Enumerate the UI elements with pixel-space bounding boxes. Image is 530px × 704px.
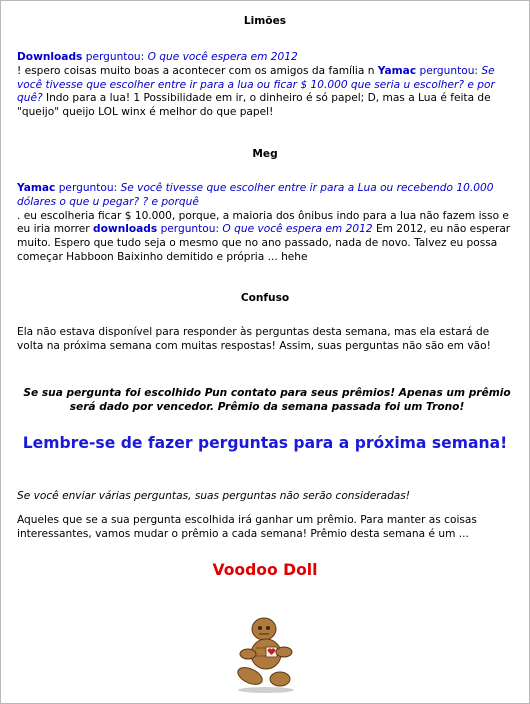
asker-name[interactable]: Yamac xyxy=(17,182,56,194)
prize-intro: Aqueles que se a sua pergunta escolhida irá ganhar um prêmio. Para manter as coisas interessantes, vamos mudar o prêmio a cada semana! Prêmio desta semana é um ... xyxy=(17,514,477,540)
question-text: Se você tivesse que escolher entre ir para a Lua ou recebendo 10.000 dólares o que u pegar? ? e porquê xyxy=(17,182,494,208)
qa-block-meg xyxy=(17,182,517,265)
asker-name[interactable]: Downloads xyxy=(17,51,83,63)
answer-text: Indo para a lua! 1 Possibilidade em ir, o dinheiro é só papel; D, mas a Lua é feita de "queijo" queijo LOL winx é melhor do que papel! xyxy=(17,92,491,119)
asker-name[interactable]: Yamac xyxy=(377,64,417,77)
section-title-meg: Meg xyxy=(252,148,278,160)
section-title-limoes: Limões xyxy=(243,15,287,27)
question-text: O que você espera em 2012 xyxy=(222,223,373,236)
prize-name: Voodoo Doll xyxy=(212,561,318,579)
answer-text: . eu escolheria ficar $ 10.000, porque, a maioria dos ônibus indo para a lua não fazem isso e eu iria morrer xyxy=(17,209,509,236)
confuso-text: Ela não estava disponível para responder às perguntas desta semana, mas ela estará de volta na próxima semana com muitas respostas! Assim, suas perguntas não são em vão! xyxy=(17,326,491,352)
reminder-heading: Lembre-se de fazer perguntas para a próxima semana! xyxy=(22,434,508,452)
question-text: O que você espera em 2012 xyxy=(147,51,298,63)
asked-label: perguntou: xyxy=(85,51,145,63)
answer-text: Em 2012, eu não esperar muito. Espero que tudo seja o mesmo que no ano passado, nada de novo. Talvez eu possa começar Habboon Baixinho demitido e própria ... hehe xyxy=(17,223,511,263)
answer-text: ! espero coisas muito boas a acontecer com os amigos da família n xyxy=(17,64,375,77)
asked-label: perguntou: xyxy=(160,223,220,236)
asker-name[interactable]: downloads xyxy=(93,223,158,236)
voodoo-doll-icon xyxy=(230,616,300,694)
qa-block-limoes xyxy=(17,51,517,120)
asked-label: perguntou: xyxy=(58,182,118,194)
question-text: Se você tivesse que escolher entre ir para a lua ou ficar $ 10.000 que seria u escolher? e por quê? xyxy=(17,64,495,105)
multiple-questions-warning: Se você enviar várias perguntas, suas perguntas não serão consideradas! xyxy=(17,490,411,502)
section-title-confuso: Confuso xyxy=(240,292,290,304)
asked-label: perguntou: xyxy=(419,64,478,77)
prize-notice: Se sua pergunta foi escolhido Pun contato para seus prêmios! Apenas um prêmio será dado por vencedor. Prêmio da semana passada foi um Trono! xyxy=(23,387,511,413)
